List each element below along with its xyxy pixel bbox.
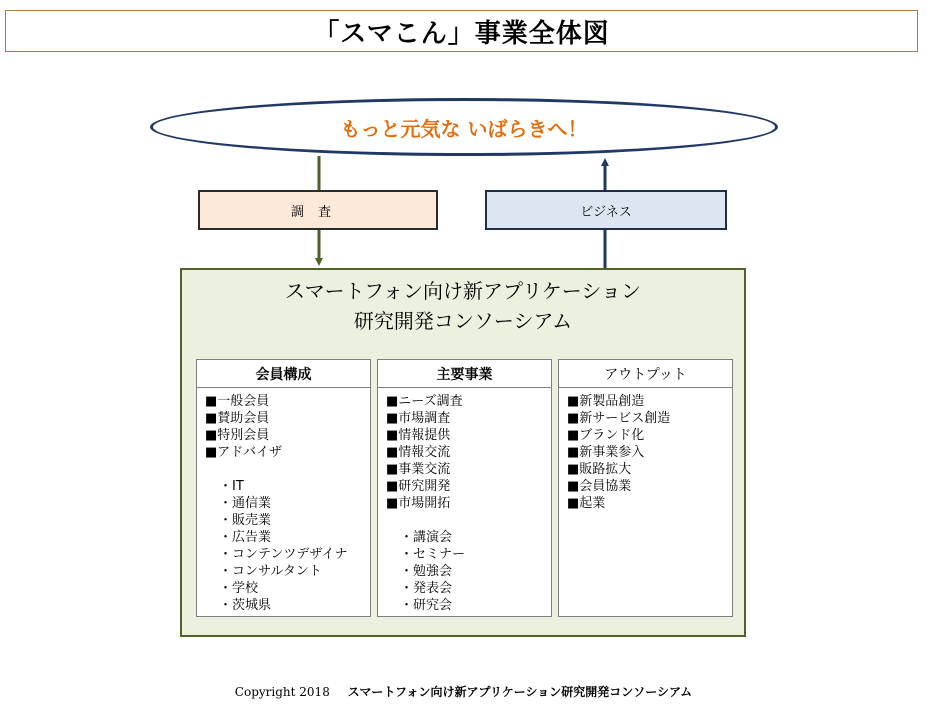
list-item: ■販路拡大 bbox=[567, 462, 632, 477]
list-item: ■事業交流 bbox=[386, 462, 451, 477]
list-sub-item: ・コンサルタント bbox=[219, 564, 322, 579]
business-label: ビジネス bbox=[580, 204, 632, 220]
list-sub-item: ・茨城県 bbox=[219, 598, 272, 613]
list-sub-item: ・コンテンツデザイナ bbox=[219, 547, 348, 562]
list-item: ■研究開発 bbox=[386, 479, 451, 494]
list-sub-item: ・IT bbox=[219, 479, 244, 494]
consortium-title-line2: 研究開発コンソーシアム bbox=[353, 309, 573, 333]
column-body bbox=[197, 388, 370, 614]
column-output bbox=[558, 359, 733, 617]
column-main-business bbox=[377, 359, 552, 617]
list-item: ■情報提供 bbox=[386, 428, 451, 443]
list-sub-item: ・講演会 bbox=[400, 530, 453, 545]
list-item: ■特別会員 bbox=[205, 428, 270, 443]
list-item: ■一般会員 bbox=[205, 394, 270, 409]
column-body bbox=[559, 388, 732, 512]
list-sub-item: ・学校 bbox=[219, 581, 259, 596]
research-box bbox=[198, 190, 438, 230]
list-item: ■アドバイザ bbox=[205, 445, 283, 460]
list-item: ■市場開拓 bbox=[386, 496, 451, 511]
column-header: アウトプット bbox=[559, 360, 732, 388]
list-sub-item: ・研究会 bbox=[400, 598, 453, 613]
list-sub-item: ・広告業 bbox=[219, 530, 272, 545]
list-item: ■新事業参入 bbox=[567, 445, 645, 460]
column-header: 主要事業 bbox=[378, 360, 551, 388]
goal-ellipse: もっと元気な いばらきへ！ bbox=[150, 98, 778, 156]
business-box bbox=[485, 190, 727, 230]
list-item: ■ブランド化 bbox=[567, 428, 645, 443]
list-gap bbox=[386, 512, 551, 529]
list-item: ■起業 bbox=[567, 496, 606, 511]
consortium-title bbox=[182, 276, 744, 336]
list-item: ■会員協業 bbox=[567, 479, 632, 494]
list-item: ■新サービス創造 bbox=[567, 411, 671, 426]
column-header: 会員構成 bbox=[197, 360, 370, 388]
list-sub-item: ・セミナー bbox=[400, 547, 466, 562]
list-item: ■市場調査 bbox=[386, 411, 451, 426]
footer bbox=[0, 683, 927, 700]
copyright: Copyright 2018 bbox=[234, 685, 330, 699]
list-sub-item: ・通信業 bbox=[219, 496, 272, 511]
list-item: ■賛助会員 bbox=[205, 411, 270, 426]
list-sub-item: ・勉強会 bbox=[400, 564, 453, 579]
page-title: 「スマこん」事業全体図 bbox=[5, 10, 918, 52]
list-sub-item: ・発表会 bbox=[400, 581, 453, 596]
column-body bbox=[378, 388, 551, 614]
research-label: 調査 bbox=[290, 204, 345, 220]
footer-org: スマートフォン向け新アプリケーション研究開発コンソーシアム bbox=[347, 685, 693, 699]
column-membership bbox=[196, 359, 371, 617]
list-item: ■情報交流 bbox=[386, 445, 451, 460]
list-gap bbox=[205, 461, 370, 478]
list-sub-item: ・販売業 bbox=[219, 513, 272, 528]
consortium-box bbox=[180, 268, 746, 637]
list-item: ■新製品創造 bbox=[567, 394, 645, 409]
consortium-title-line1: スマートフォン向け新アプリケーション bbox=[285, 279, 641, 303]
list-item: ■ニーズ調査 bbox=[386, 394, 463, 409]
